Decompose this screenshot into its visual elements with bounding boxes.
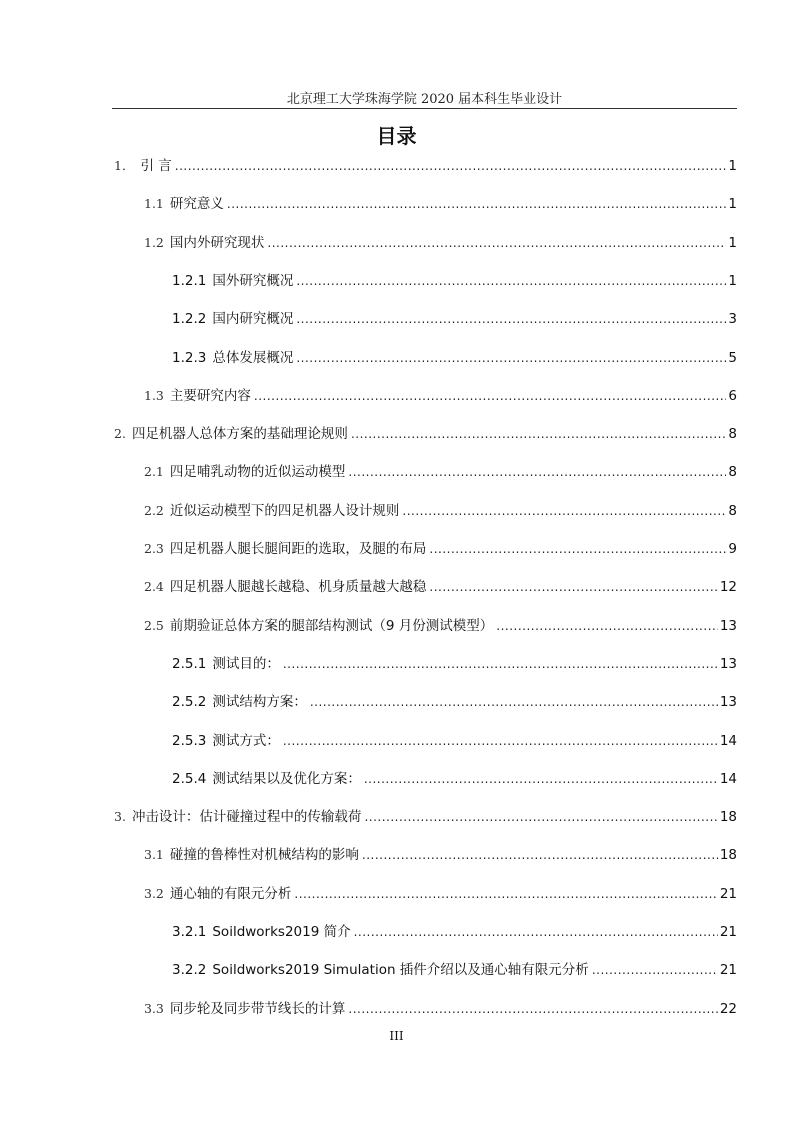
toc-entry-title: 引 言 (140, 158, 172, 174)
toc-entry[interactable] (144, 611, 737, 635)
toc-entry-number: 2.5.2 (172, 694, 207, 711)
toc-dot-leader (254, 387, 727, 405)
toc-entry-title: 四足哺乳动物的近似运动模型 (169, 464, 346, 481)
toc-dot-leader (496, 617, 718, 635)
toc-entry-number: 1.2 (144, 234, 164, 250)
toc-dot-leader (175, 157, 727, 175)
toc-entry-page: 3 (728, 311, 737, 328)
toc-entry[interactable] (144, 457, 737, 481)
toc-entry-page: 12 (719, 579, 737, 596)
toc-entry[interactable] (172, 764, 737, 788)
toc-entry-page: 1 (728, 196, 737, 213)
toc-entry-number: 3.3 (144, 1000, 164, 1016)
toc-entry-page: 1 (728, 272, 737, 289)
toc-dot-leader (296, 310, 726, 328)
toc-entry-number: 1.2.3 (172, 349, 207, 366)
toc-dot-leader (283, 732, 718, 750)
toc-entry-page: 8 (728, 502, 737, 519)
toc-entry[interactable] (172, 687, 737, 711)
toc-entry[interactable] (144, 381, 737, 405)
toc-entry-number: 2.4 (144, 579, 164, 595)
toc-entry-page: 14 (719, 770, 737, 787)
toc-entry-number: 2.5.3 (172, 732, 207, 749)
toc-dot-leader (310, 693, 718, 711)
toc-entry-number: 1.1 (144, 196, 164, 212)
toc-entry[interactable] (144, 572, 737, 596)
toc-entry-number: 3.2 (144, 885, 164, 901)
toc-entry-title: 国内研究概况 (212, 311, 294, 328)
toc-entry-title: 四足机器人腿长腿间距的选取，及腿的布局 (169, 541, 427, 557)
toc-entry[interactable] (144, 189, 737, 213)
toc-entry-number: 2.2 (144, 502, 164, 518)
toc-entry[interactable] (114, 151, 737, 175)
page-header: 北京理工大学珠海学院 2020 届本科生毕业设计 (286, 92, 563, 107)
toc-entry-title: 冲击设计：估计碰撞过程中的传输载荷 (131, 809, 362, 826)
toc-entry-title: 前期验证总体方案的腿部结构测试（9 月份测试模型） (169, 617, 494, 634)
toc-entry-page: 13 (719, 694, 737, 711)
toc-entry[interactable] (114, 802, 737, 826)
toc-entry[interactable] (172, 649, 737, 673)
toc-entry-title: 同步轮及同步带节线长的计算 (169, 1000, 346, 1017)
toc-entry-number: 3. (114, 809, 126, 825)
toc-entry-title: 近似运动模型下的四足机器人设计规则 (169, 502, 400, 519)
toc-entry-number: 1． (114, 158, 135, 173)
toc-entry[interactable] (172, 304, 737, 328)
toc-entry-number: 2.5.4 (172, 770, 207, 787)
toc-entry[interactable] (172, 917, 737, 941)
toc-dot-leader (296, 349, 726, 367)
toc-entry-number: 1.2.2 (172, 311, 207, 328)
toc-dot-leader (267, 234, 726, 252)
toc-entry-page: 18 (719, 847, 737, 864)
toc-entry-number: 1.3 (144, 387, 164, 403)
toc-entry[interactable] (114, 419, 737, 443)
toc-entry-number: 3.2.1 (172, 924, 207, 940)
toc-entry-title: 四足机器人腿越长越稳、机身质量越大越稳 (169, 579, 427, 596)
toc-entry-page: 9 (728, 541, 737, 557)
toc-dot-leader (348, 463, 726, 481)
toc-entry-title: 四足机器人总体方案的基础理论规则 (131, 426, 348, 443)
toc-entry-title: 国内外研究现状 (169, 234, 265, 251)
toc-dot-leader (227, 195, 727, 213)
toc-dot-leader (283, 655, 718, 673)
toc-entry-title: 总体发展概况 (212, 349, 294, 366)
toc-entry[interactable] (144, 840, 737, 864)
toc-entry-page: 21 (719, 962, 737, 979)
header-rule (112, 108, 737, 109)
toc-entry-number: 2.3 (144, 541, 164, 556)
toc-entry-title: 国外研究概况 (212, 272, 294, 289)
toc-entry-title: 测试方式： (212, 732, 280, 749)
toc-entry-page: 13 (719, 655, 737, 672)
toc-entry-title: Soildworks2019 Simulation 插件介绍以及通心轴有限元分析 (212, 962, 589, 979)
toc-entry-number: 2.5 (144, 617, 164, 633)
toc-entry-number: 2.1 (144, 464, 164, 480)
toc-entry-title: 测试结果以及优化方案： (212, 770, 361, 787)
toc-entry-number: 3.2.2 (172, 962, 207, 979)
toc-entry-title: 主要研究内容 (169, 387, 251, 404)
toc-dot-leader (429, 578, 717, 596)
toc-entry[interactable] (144, 879, 737, 903)
toc-entry-title: 测试结构方案： (212, 694, 307, 711)
toc-entry-page: 18 (719, 809, 737, 826)
toc-dot-leader (294, 885, 717, 903)
toc-entry-title: Soildworks2019 简介 (212, 924, 351, 940)
toc-dot-leader (362, 846, 718, 864)
toc-entry-number: 2. (114, 426, 126, 442)
toc-dot-leader (592, 961, 718, 979)
toc-entry[interactable] (172, 726, 737, 750)
toc-entry-number: 2.5.1 (172, 655, 207, 672)
toc-dot-leader (296, 272, 726, 290)
toc-entry-page: 5 (728, 349, 737, 366)
toc-entry-page: 6 (728, 387, 737, 404)
toc-entry-page: 21 (719, 924, 737, 940)
toc-entry-page: 13 (719, 617, 737, 634)
toc-entry-number: 1.2.1 (172, 272, 207, 289)
toc-dot-leader (354, 923, 718, 941)
toc-entry[interactable] (144, 228, 737, 252)
toc-entry-title: 研究意义 (169, 196, 224, 213)
toc-entry-page: 8 (728, 464, 737, 481)
toc-entry[interactable] (172, 955, 737, 979)
toc-entry-page: 14 (719, 732, 737, 749)
toc-entry-page: 1 (728, 158, 737, 174)
toc-entry-title: 碰撞的鲁棒性对机械结构的影响 (169, 847, 359, 864)
toc-entry-title: 通心轴的有限元分析 (169, 885, 292, 902)
toc-entry-number: 3.1 (144, 847, 164, 863)
toc-entry[interactable] (172, 266, 737, 290)
toc-dot-leader (348, 1000, 717, 1018)
toc-entry-page: 21 (719, 885, 737, 902)
toc-entry[interactable] (144, 534, 737, 558)
toc-entry-title: 测试目的： (212, 655, 280, 672)
toc-entry[interactable] (144, 496, 737, 520)
toc-dot-leader (364, 808, 717, 826)
toc-dot-leader (429, 540, 726, 558)
toc-entry[interactable] (172, 343, 737, 367)
toc-entry-page: 8 (728, 426, 737, 443)
page-number: III (389, 1029, 404, 1043)
toc-dot-leader (364, 770, 718, 788)
toc-entry-page: 22 (719, 1000, 737, 1017)
toc-entry-page: 1 (728, 234, 737, 251)
toc-title: 目录 (376, 124, 417, 148)
toc-entry[interactable] (144, 994, 737, 1018)
toc-dot-leader (351, 425, 726, 443)
toc-dot-leader (402, 502, 726, 520)
